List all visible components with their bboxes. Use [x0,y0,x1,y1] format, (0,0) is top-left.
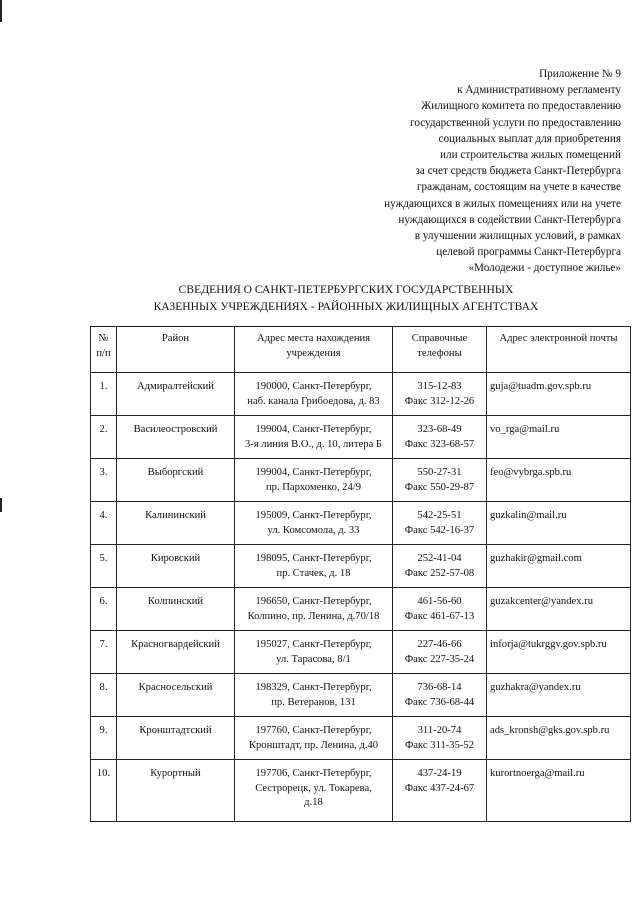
scan-margin-mark-top [0,0,2,22]
table-row [91,373,631,416]
row-phones [393,459,487,502]
appendix-line: «Молодежи - доступное жилье» [468,262,621,275]
title-line: СВЕДЕНИЯ О САНКТ-ПЕТЕРБУРГСКИХ ГОСУДАРСТВЕННЫХ [178,283,514,296]
header-district [117,327,235,373]
address-line: 195027, Санкт-Петербург, [255,639,372,650]
header-number-line: № [98,333,109,344]
address-line: 195009, Санкт-Петербург, [255,510,372,521]
appendix-line: за счет средств бюджета Санкт-Петербурга [415,165,621,178]
address-line: пр. Стачек, д. 18 [276,567,351,579]
appendix-line: нуждающихся в жилых помещениях или на учете [384,197,621,210]
appendix-reference [240,66,621,277]
phone-line: 227-46-66 [417,639,462,650]
address-line: 190000, Санкт-Петербург, [255,381,372,392]
address-line: 198095, Санкт-Петербург, [255,553,372,564]
address-line: 199004, Санкт-Петербург, [255,424,372,435]
row-number: 2. [91,416,117,459]
row-phones [393,373,487,416]
row-email: guja@tuadm.gov.spb.ru [487,373,631,416]
row-number: 4. [91,502,117,545]
address-line: 198329, Санкт-Петербург, [255,682,372,693]
row-address [235,588,393,631]
row-email: guzkalin@mail.ru [487,502,631,545]
phone-line: 437-24-19 [417,768,462,779]
fax-line: Факс 736-68-44 [404,696,475,708]
row-phones [393,545,487,588]
table-row [91,760,631,822]
row-phones [393,717,487,760]
table-row [91,588,631,631]
row-email: guzhakra@yandex.ru [487,674,631,717]
header-phones [393,327,487,373]
fax-line: Факс 312-12-26 [404,395,475,407]
header-address [235,327,393,373]
address-line: пр. Ветеранов, 131 [271,696,356,708]
row-email: inforja@tukrggv.gov.spb.ru [487,631,631,674]
row-address [235,545,393,588]
row-district: Красногвардейский [117,631,235,674]
fax-line: Факс 542-16-37 [404,524,475,536]
fax-line: Факс 227-35-24 [404,653,475,665]
address-line: ул. Комсомола, д. 33 [267,524,360,536]
title-line: КАЗЕННЫХ УЧРЕЖДЕНИЯХ - РАЙОННЫХ ЖИЛИЩНЫХ АГЕНТСТВАХ [153,300,539,313]
address-line: Кронштадт, пр. Ленина, д.40 [248,739,379,751]
phone-line: 550-27-31 [417,467,462,478]
row-number: 1. [91,373,117,416]
row-email: kurortnoerga@mail.ru [487,760,631,822]
header-number [91,327,117,373]
address-line: д.18 [304,797,323,808]
row-email: vo_rga@mail.ru [487,416,631,459]
fax-line: Факс 252-57-08 [404,567,475,579]
row-phones [393,502,487,545]
appendix-line: целевой программы Санкт-Петербурга [436,246,621,259]
row-number: 10. [91,760,117,822]
row-address [235,717,393,760]
address-line: 196650, Санкт-Петербург, [255,596,372,607]
agencies-table [90,326,631,822]
table-row [91,717,631,760]
table-row [91,459,631,502]
table-row [91,674,631,717]
appendix-line: Жилищного комитета по предоставлению [421,100,621,113]
row-address [235,502,393,545]
row-address [235,373,393,416]
row-district: Василеостровский [117,416,235,459]
row-email: guzhakir@gmail.com [487,545,631,588]
header-district-line: Район [161,333,190,344]
header-number-line: п/п [96,347,111,359]
row-number: 3. [91,459,117,502]
row-phones [393,416,487,459]
row-phones [393,588,487,631]
appendix-line: к Административному регламенту [457,84,621,97]
row-district: Колпинский [117,588,235,631]
fax-line: Факс 323-68-57 [404,438,475,450]
row-district: Кировский [117,545,235,588]
phone-line: 311-20-74 [417,725,462,736]
appendix-line: или строительства жилых помещений [440,149,621,162]
header-address-line: учреждения [286,347,341,359]
fax-line: Факс 550-29-87 [404,481,475,493]
table-row [91,502,631,545]
phone-line: 542-25-51 [417,510,462,521]
fax-line: Факс 461-67-13 [404,610,475,622]
appendix-line: Приложение № 9 [539,68,621,80]
appendix-line: нуждающихся в содействии Санкт-Петербурга [398,213,621,226]
header-address-line: Адрес места нахождения [256,333,371,344]
table-row [91,416,631,459]
header-email [487,327,631,373]
appendix-line: в улучшении жилищных условий, в рамках [414,230,621,243]
fax-line: Факс 437-24-67 [404,782,475,794]
row-number: 6. [91,588,117,631]
row-address [235,674,393,717]
row-phones [393,760,487,822]
table-row [91,545,631,588]
phone-line: 323-68-49 [417,424,462,435]
row-number: 7. [91,631,117,674]
table-header-row [91,327,631,373]
address-line: 3-я линия В.О., д. 10, литера Б [244,438,383,450]
row-district: Красносельский [117,674,235,717]
header-phones-line: телефоны [417,347,462,359]
row-address [235,760,393,822]
row-email: feo@vybrga.spb.ru [487,459,631,502]
address-line: пр. Пархоменко, 24/9 [265,481,361,493]
address-line: Сестрорецк, ул. Токарева, [255,782,372,794]
appendix-line: государственной услуги по предоставлению [410,116,621,129]
row-district: Курортный [117,760,235,822]
row-district: Кронштадтский [117,717,235,760]
row-district: Выборгский [117,459,235,502]
header-email-line: Адрес электронной почты [499,333,618,344]
row-number: 5. [91,545,117,588]
row-phones [393,631,487,674]
table-row [91,631,631,674]
address-line: 197706, Санкт-Петербург, [255,768,372,779]
address-line: наб. канала Грибоедова, д. 83 [247,395,380,407]
fax-line: Факс 311-35-52 [404,739,475,751]
row-number: 9. [91,717,117,760]
address-line: 199004, Санкт-Петербург, [255,467,372,478]
scan-margin-mark-middle [0,498,2,512]
row-email: ads_kronsh@gks.gov.spb.ru [487,717,631,760]
row-number: 8. [91,674,117,717]
phone-line: 252-41-04 [417,553,462,564]
row-phones [393,674,487,717]
address-line: Колпино, пр. Ленина, д.70/18 [247,610,380,622]
address-line: 197760, Санкт-Петербург, [255,725,372,736]
phone-line: 736-68-14 [417,682,462,693]
phone-line: 461-56-60 [417,596,462,607]
appendix-line: социальных выплат для приобретения [438,132,621,145]
appendix-line: гражданам, состоящим на учете в качестве [416,181,621,194]
header-phones-line: Справочные [411,333,468,344]
row-district: Адмиралтейский [117,373,235,416]
document-title [118,281,574,315]
row-address [235,416,393,459]
phone-line: 315-12-83 [417,381,462,392]
address-line: ул. Тарасова, 8/1 [276,653,351,665]
row-address [235,631,393,674]
row-address [235,459,393,502]
row-email: guzakcenter@yandex.ru [487,588,631,631]
row-district: Калининский [117,502,235,545]
